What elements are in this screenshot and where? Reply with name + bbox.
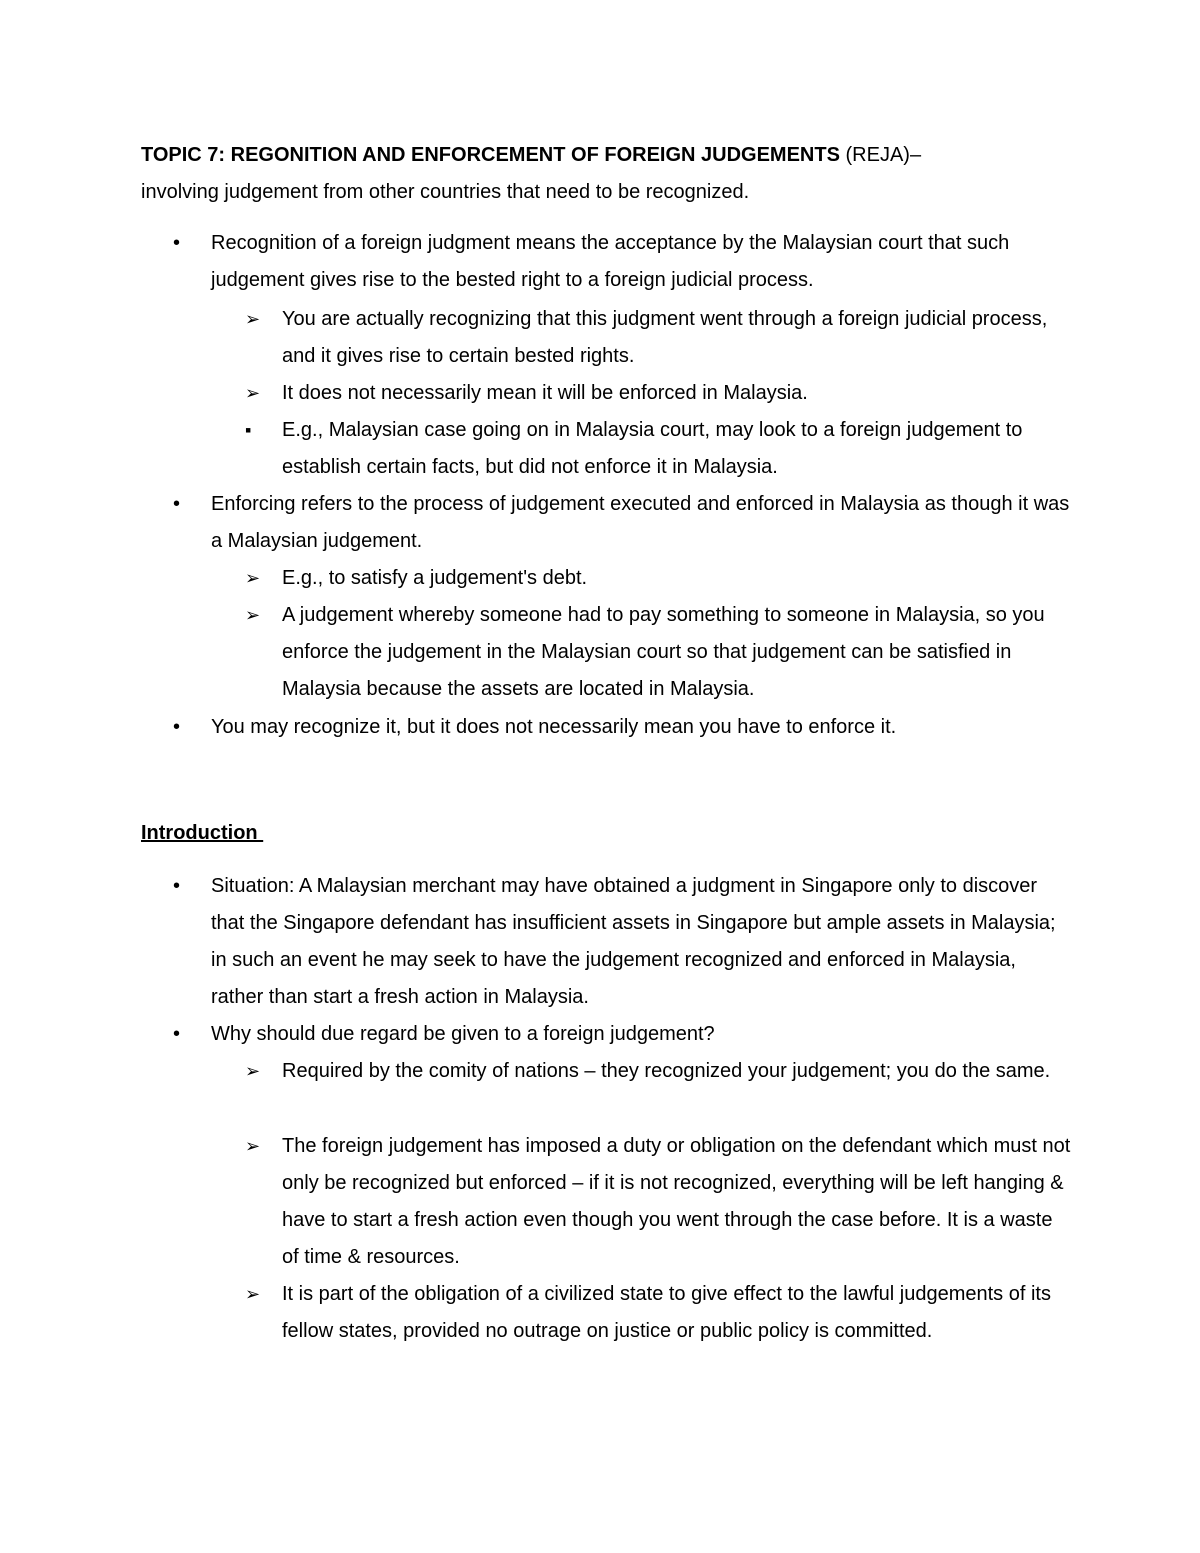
list-item <box>245 1128 1072 1276</box>
square-marker: ▪ <box>245 420 252 440</box>
introduction-heading: Introduction <box>141 822 264 844</box>
list-item <box>173 868 1071 1016</box>
topic-title <box>141 141 1081 169</box>
list-item-text: It is part of the obligation of a civilized state to give effect to the lawful judgements of its fellow states, provided no outrage on justice or public policy is committed. <box>282 1283 1051 1342</box>
list-item-text: The foreign judgement has imposed a duty or obligation on the defendant which must not only be recognized but enforced – if it is not recognized, everything will be left hanging & have to start a fresh action even though you went through the case before. It is a waste of time & resources. <box>282 1135 1071 1268</box>
list-item <box>173 709 1071 746</box>
list-item <box>173 1016 1071 1053</box>
list-item-text: E.g., to satisfy a judgement's debt. <box>282 567 588 589</box>
list-item-text: Why should due regard be given to a foreign judgement? <box>211 1023 715 1045</box>
topic-title-rest: (REJA)– <box>839 144 922 166</box>
arrow-marker: ➢ <box>245 1061 261 1081</box>
list-item <box>245 301 1072 375</box>
list-item-text: Enforcing refers to the process of judgement executed and enforced in Malaysia as though it was a Malaysian judgement. <box>211 493 1070 552</box>
bullet-marker: • <box>173 716 181 738</box>
arrow-marker: ➢ <box>245 309 261 329</box>
bullet-marker: • <box>173 232 181 254</box>
bullet-marker: • <box>173 1023 181 1045</box>
list-item-text: You are actually recognizing that this judgment went through a foreign judicial process, and it gives rise to certain bested rights. <box>282 308 1048 367</box>
arrow-marker: ➢ <box>245 568 261 588</box>
list-item <box>245 375 1072 412</box>
list-item <box>245 1053 1072 1090</box>
list-item <box>245 560 1072 597</box>
bullet-marker: • <box>173 493 181 515</box>
list-item <box>173 225 1071 299</box>
bullet-marker: • <box>173 875 181 897</box>
list-item <box>245 1276 1072 1350</box>
list-item-text: E.g., Malaysian case going on in Malaysia court, may look to a foreign judgement to establish certain facts, but did not enforce it in Malaysia. <box>282 419 1023 478</box>
arrow-marker: ➢ <box>245 605 261 625</box>
list-item-text: Required by the comity of nations – they recognized your judgement; you do the same. <box>282 1060 1051 1082</box>
arrow-marker: ➢ <box>245 1284 261 1304</box>
list-item-text: A judgement whereby someone had to pay something to someone in Malaysia, so you enforce the judgement in the Malaysian court so that judgement can be satisfied in Malaysia because the assets are located in Malaysia. <box>282 604 1045 700</box>
arrow-marker: ➢ <box>245 1136 261 1156</box>
list-item-text: Situation: A Malaysian merchant may have obtained a judgment in Singapore only to discover that the Singapore defendant has insufficient assets in Singapore but ample assets in Malaysia; in such an event he may seek to have the judgement recognized and enforced in Malaysia, rather than start a fresh action in Malaysia. <box>211 875 1056 1008</box>
list-item-text: You may recognize it, but it does not necessarily mean you have to enforce it. <box>211 716 897 738</box>
list-item-text: It does not necessarily mean it will be enforced in Malaysia. <box>282 382 808 404</box>
list-item <box>245 597 1072 708</box>
topic-subtitle: involving judgement from other countries that need to be recognized. <box>141 181 750 203</box>
topic-title-bold: TOPIC 7: REGONITION AND ENFORCEMENT OF FOREIGN JUDGEMENTS <box>141 144 840 166</box>
arrow-marker: ➢ <box>245 383 261 403</box>
list-item-text: Recognition of a foreign judgment means the acceptance by the Malaysian court that such judgement gives rise to the bested right to a foreign judicial process. <box>211 232 1010 291</box>
list-item <box>245 412 1072 486</box>
list-item <box>173 486 1071 560</box>
